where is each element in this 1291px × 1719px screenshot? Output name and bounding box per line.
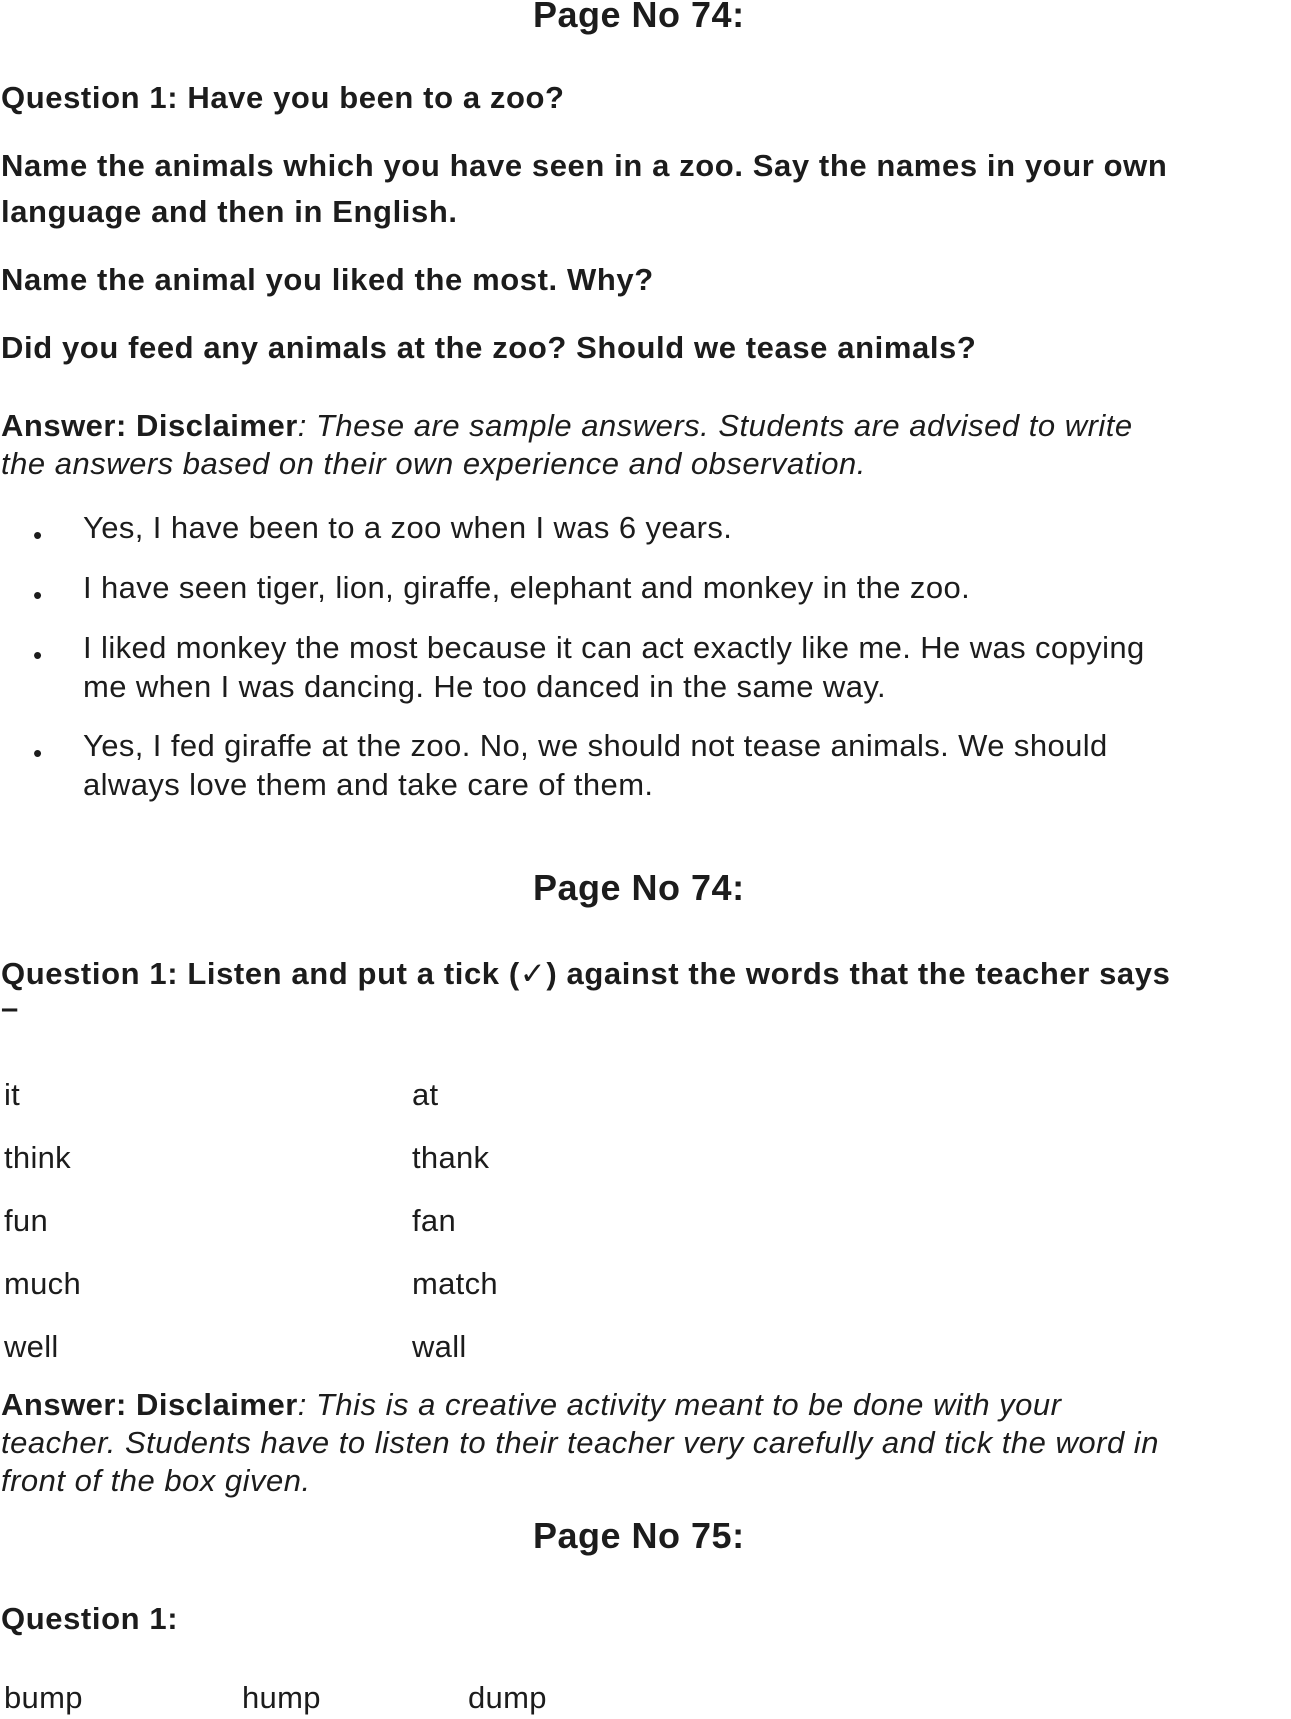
page-heading: Page No 75:: [533, 1515, 745, 1556]
question-dash: –: [1, 990, 19, 1025]
disclaimer-text: : This is a creative activity meant to be done with your: [297, 1387, 1062, 1422]
question-label: Question 1:: [1, 80, 179, 115]
answer-label: Answer:: [1, 1387, 127, 1422]
question-text: Have you been to a zoo?: [187, 80, 565, 115]
disclaimer-text: front of the box given.: [1, 1463, 311, 1498]
bullet-icon: •: [33, 738, 43, 768]
list-item: Yes, I have been to a zoo when I was 6 years.: [83, 510, 733, 545]
bullet-icon: •: [33, 580, 43, 610]
word-item: bump: [4, 1680, 83, 1715]
disclaimer-text: the answers based on their own experience and observation.: [1, 446, 866, 481]
list-item: I have seen tiger, lion, giraffe, elephant and monkey in the zoo.: [83, 570, 971, 605]
word-left: it: [4, 1077, 21, 1112]
answer-disclaimer: [1, 408, 1133, 444]
page-heading: Page No 74:: [533, 0, 745, 35]
word-left: fun: [4, 1203, 48, 1238]
list-item: always love them and take care of them.: [83, 767, 654, 802]
question-line: Question 1: Listen and put a tick (✓) against the words that the teacher says: [1, 956, 1171, 991]
bullet-icon: •: [33, 640, 43, 670]
word-left: well: [4, 1329, 59, 1364]
word-right: fan: [412, 1203, 456, 1238]
word-right: at: [412, 1077, 439, 1112]
question-label: Question 1:: [1, 1601, 179, 1636]
bullet-icon: •: [33, 520, 43, 550]
word-right: thank: [412, 1140, 490, 1175]
page-heading: Page No 74:: [533, 867, 745, 908]
disclaimer-label: Disclaimer: [135, 1387, 298, 1422]
list-item: Yes, I fed giraffe at the zoo. No, we should not tease animals. We should: [83, 728, 1108, 763]
list-item: me when I was dancing. He too danced in the same way.: [83, 669, 886, 704]
word-right: match: [412, 1266, 498, 1301]
word-item: hump: [242, 1680, 321, 1715]
word-left: think: [4, 1140, 71, 1175]
question-line: Name the animal you liked the most. Why?: [1, 262, 654, 297]
answer-disclaimer: [1, 1387, 1062, 1423]
disclaimer-text: : These are sample answers. Students are advised to write: [297, 408, 1133, 443]
question-line: language and then in English.: [1, 194, 458, 229]
question-line: Did you feed any animals at the zoo? Should we tease animals?: [1, 330, 977, 365]
answer-label: Answer:: [1, 408, 127, 443]
word-item: dump: [468, 1680, 547, 1715]
word-right: wall: [412, 1329, 467, 1364]
disclaimer-label: Disclaimer: [135, 408, 298, 443]
question-line: [1, 80, 565, 116]
disclaimer-text: teacher. Students have to listen to their teacher very carefully and tick the word in: [1, 1425, 1159, 1460]
question-line: Name the animals which you have seen in a zoo. Say the names in your own: [1, 148, 1168, 183]
word-left: much: [4, 1266, 82, 1301]
list-item: I liked monkey the most because it can act exactly like me. He was copying: [83, 630, 1145, 665]
